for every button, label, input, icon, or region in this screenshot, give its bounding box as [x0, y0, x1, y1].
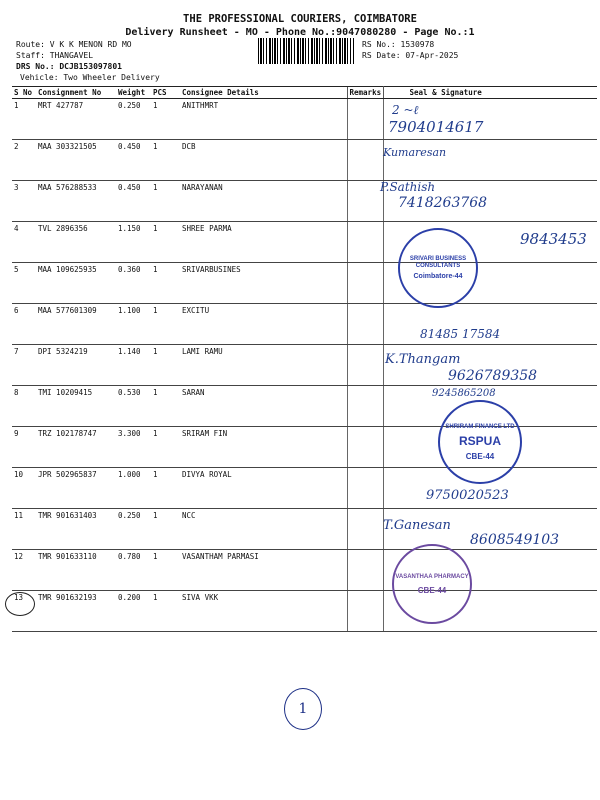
- cell-consignment: JPR 502965837: [36, 468, 116, 509]
- cell-sno: 1: [12, 99, 36, 140]
- cell-pcs: 1: [151, 550, 180, 591]
- col-header-seal: Seal & Signature: [383, 87, 597, 99]
- cell-pcs: 1: [151, 99, 180, 140]
- stamp-srivari-name: SRIVARI BUSINESS CONSULTANTS: [409, 255, 467, 269]
- col-header-consignment: Consignment No: [36, 87, 116, 99]
- cell-remarks: [347, 181, 383, 222]
- cell-remarks: [347, 591, 383, 632]
- handwritten-name-3: P.Sathish: [380, 180, 436, 194]
- cell-weight: 0.780: [116, 550, 151, 591]
- cell-remarks: [347, 263, 383, 304]
- cell-remarks: [347, 99, 383, 140]
- cell-consignment: TMR 901632193: [36, 591, 116, 632]
- table-header-row: [12, 87, 597, 99]
- handwritten-phone-11: 8608549103: [470, 532, 560, 548]
- cell-weight: 1.100: [116, 304, 151, 345]
- vasanthaa-pharmacy-stamp: [392, 544, 472, 624]
- barcode-image: [258, 38, 354, 64]
- cell-consignee: DIVYA ROYAL: [180, 468, 347, 509]
- cell-remarks: [347, 427, 383, 468]
- cell-consignee: VASANTHAM PARMASI: [180, 550, 347, 591]
- drs-number: DRS No.: DCJB153097801: [16, 62, 122, 71]
- cell-sno: 11: [12, 509, 36, 550]
- cell-remarks: [347, 468, 383, 509]
- table-row: [12, 591, 597, 632]
- srivari-business-stamp: [398, 228, 478, 308]
- col-header-sno: S No: [12, 87, 36, 99]
- row-13-circle-mark: [5, 592, 35, 616]
- cell-sno: 5: [12, 263, 36, 304]
- cell-sno: 8: [12, 386, 36, 427]
- table-row: [12, 140, 597, 181]
- stamp-shriram-name: SHRIRAM FINANCE LTD: [445, 423, 515, 430]
- cell-consignment: MAA 576288533: [36, 181, 116, 222]
- table-row: [12, 468, 597, 509]
- cell-weight: 1.000: [116, 468, 151, 509]
- vehicle-label: Vehicle: Two Wheeler Delivery: [20, 73, 160, 82]
- shriram-finance-stamp: [438, 400, 522, 484]
- cell-consignee: ANITHMRT: [180, 99, 347, 140]
- cell-pcs: 1: [151, 181, 180, 222]
- cell-sno: 10: [12, 468, 36, 509]
- table-row: [12, 304, 597, 345]
- cell-weight: 3.300: [116, 427, 151, 468]
- cell-remarks: [347, 386, 383, 427]
- cell-pcs: 1: [151, 304, 180, 345]
- col-header-weight: Weight: [116, 87, 151, 99]
- cell-weight: 0.360: [116, 263, 151, 304]
- cell-remarks: [347, 345, 383, 386]
- cell-remarks: [347, 550, 383, 591]
- rs-date: RS Date: 07-Apr-2025: [362, 51, 459, 60]
- cell-weight: 0.250: [116, 509, 151, 550]
- cell-pcs: 1: [151, 427, 180, 468]
- cell-sno: 7: [12, 345, 36, 386]
- cell-consignment: TMI 10209415: [36, 386, 116, 427]
- handwritten-phone-4: 9843453: [520, 230, 587, 248]
- handwritten-phone-3: 7418263768: [398, 195, 488, 211]
- cell-pcs: 1: [151, 468, 180, 509]
- cell-consignment: DPI 5324219: [36, 345, 116, 386]
- circled-page-number: 1: [284, 688, 322, 730]
- cell-weight: 0.200: [116, 591, 151, 632]
- cell-pcs: 1: [151, 140, 180, 181]
- table-row: [12, 550, 597, 591]
- cell-remarks: [347, 140, 383, 181]
- cell-weight: 0.450: [116, 140, 151, 181]
- stamp-shriram-city: CBE-44: [465, 451, 495, 461]
- cell-consignee: SIVA VKK: [180, 591, 347, 632]
- handwritten-name-7: K.Thangam: [385, 352, 461, 367]
- cell-pcs: 1: [151, 345, 180, 386]
- cell-consignment: MAA 109625935: [36, 263, 116, 304]
- rs-number: RS No.: 1530978: [362, 40, 435, 49]
- cell-pcs: 1: [151, 591, 180, 632]
- cell-sno: 6: [12, 304, 36, 345]
- company-title: THE PROFESSIONAL COURIERS, COIMBATORE: [183, 13, 417, 25]
- cell-consignment: MRT 427787: [36, 99, 116, 140]
- runsheet-subtitle: Delivery Runsheet - MO - Phone No.:9047080280 - Page No.:1: [125, 27, 475, 38]
- cell-sno: 4: [12, 222, 36, 263]
- table-row: [12, 181, 597, 222]
- cell-consignment: TMR 901631403: [36, 509, 116, 550]
- cell-sno: 2: [12, 140, 36, 181]
- cell-weight: 1.140: [116, 345, 151, 386]
- staff-label: Staff: THANGAVEL: [16, 51, 94, 60]
- cell-consignment: MAA 577601309: [36, 304, 116, 345]
- cell-remarks: [347, 222, 383, 263]
- cell-consignee: LAMI RAMU: [180, 345, 347, 386]
- cell-consignee: SRIVARBUSINES: [180, 263, 347, 304]
- stamp-shriram-code: RSPUA: [458, 433, 501, 448]
- cell-consignment: TVL 2896356: [36, 222, 116, 263]
- col-header-consignee: Consignee Details: [180, 87, 347, 99]
- cell-consignee: NCC: [180, 509, 347, 550]
- handwritten-phone-10: 9750020523: [426, 488, 509, 503]
- handwritten-name-2: Kumaresan: [383, 146, 447, 159]
- cell-sno: 3: [12, 181, 36, 222]
- cell-remarks: [347, 509, 383, 550]
- cell-pcs: 1: [151, 222, 180, 263]
- cell-weight: 0.250: [116, 99, 151, 140]
- cell-consignee: SARAN: [180, 386, 347, 427]
- cell-remarks: [347, 304, 383, 345]
- table-row: [12, 99, 597, 140]
- col-header-pcs: PCS: [151, 87, 180, 99]
- handwritten-phone-7: 9626789358: [448, 368, 538, 384]
- cell-pcs: 1: [151, 386, 180, 427]
- cell-consignee: SHREE PARMA: [180, 222, 347, 263]
- runsheet-table: [12, 86, 597, 632]
- handwritten-phone-1: 7904014617: [388, 118, 484, 136]
- cell-weight: 1.150: [116, 222, 151, 263]
- cell-pcs: 1: [151, 263, 180, 304]
- table-row: [12, 263, 597, 304]
- route-label: Route: V K K MENON RD MO: [16, 40, 132, 49]
- cell-consignee: NARAYANAN: [180, 181, 347, 222]
- stamp-srivari-city: Coimbatore-44: [413, 273, 463, 281]
- cell-pcs: 1: [151, 509, 180, 550]
- cell-consignment: TMR 901633110: [36, 550, 116, 591]
- cell-sno: 13: [12, 591, 36, 632]
- cell-weight: 0.530: [116, 386, 151, 427]
- table-row: [12, 222, 597, 263]
- cell-consignee: SRIRAM FIN: [180, 427, 347, 468]
- cell-consignee: EXCITU: [180, 304, 347, 345]
- handwritten-name-11: T.Ganesan: [383, 518, 451, 533]
- stamp-vasanthaa-name: VASANTHAA PHARMACY: [395, 573, 469, 580]
- cell-consignment: TRZ 102178747: [36, 427, 116, 468]
- cell-weight: 0.450: [116, 181, 151, 222]
- cell-consignee: DCB: [180, 140, 347, 181]
- cell-consignment: MAA 303321505: [36, 140, 116, 181]
- cell-sno: 12: [12, 550, 36, 591]
- signature-scribble-1: 2 ~ℓ: [392, 103, 419, 117]
- col-header-remarks: Remarks: [347, 87, 383, 99]
- handwritten-phone-6: 81485 17584: [420, 327, 501, 341]
- cell-sno: 9: [12, 427, 36, 468]
- handwritten-phone-8: 9245865208: [432, 388, 496, 399]
- stamp-vasanthaa-city: CBE-44: [417, 585, 447, 595]
